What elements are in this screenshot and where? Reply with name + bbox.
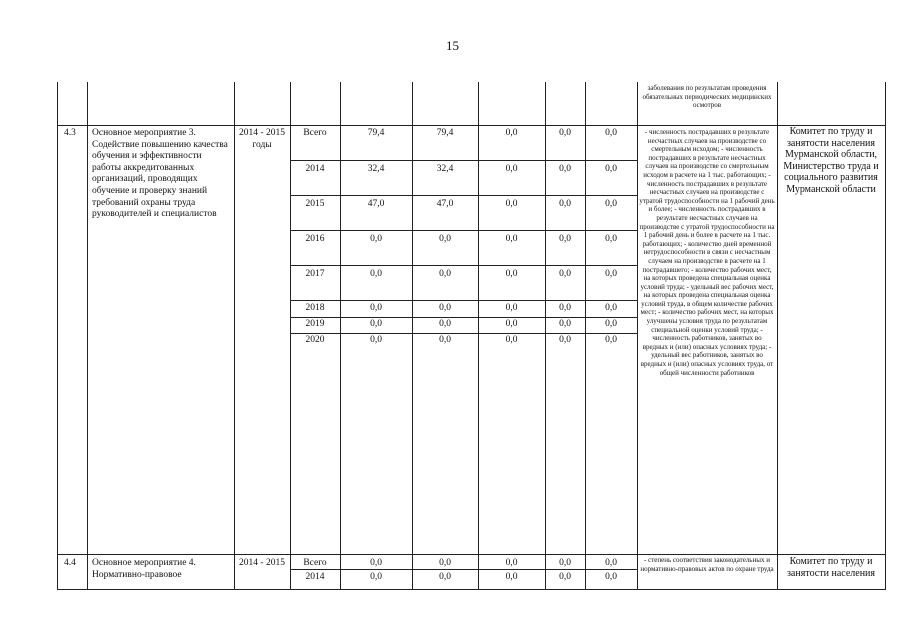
value-cell: 0,0 bbox=[505, 164, 518, 174]
value-cell: 0,0 bbox=[559, 558, 571, 568]
value-cell: 0,0 bbox=[559, 303, 571, 313]
value-cell: 0,0 bbox=[605, 234, 617, 244]
value-cell: 0,0 bbox=[505, 199, 518, 209]
value-cell: 0,0 bbox=[370, 303, 382, 313]
value-cell: 0,0 bbox=[505, 269, 518, 279]
value-cell: 79,4 bbox=[367, 128, 385, 138]
indicators: - степень соответствия законодательных и нормативно-правовых актов по охране труда bbox=[640, 556, 774, 573]
value-cell: 0,0 bbox=[439, 303, 451, 313]
value-cell: 0,0 bbox=[505, 335, 518, 345]
value-cell: 0,0 bbox=[559, 199, 571, 209]
period: 2014 - 2015 bbox=[239, 558, 285, 568]
value-cell: 0,0 bbox=[559, 335, 571, 345]
year-cell: 2014 bbox=[305, 572, 325, 582]
page-number: 15 bbox=[446, 38, 459, 53]
value-cell: 0,0 bbox=[439, 319, 451, 329]
value-cell: 0,0 bbox=[370, 558, 382, 568]
year-cell: 2014 bbox=[305, 164, 325, 174]
period: 2014 - 2015 годы bbox=[239, 128, 285, 150]
activity-name: Основное мероприятие 4. Нормативно-правовое bbox=[92, 558, 196, 580]
executor: Комитет по труду и занятости населения bbox=[786, 556, 875, 579]
value-cell: 0,0 bbox=[370, 234, 382, 244]
value-cell: 0,0 bbox=[505, 572, 518, 582]
value-cell: 0,0 bbox=[439, 234, 451, 244]
year-cell: 2020 bbox=[305, 335, 325, 345]
value-cell: 0,0 bbox=[605, 164, 617, 174]
value-cell: 0,0 bbox=[505, 558, 518, 568]
year-cell: Всего bbox=[303, 558, 327, 568]
value-cell: 79,4 bbox=[436, 128, 454, 138]
executor: Комитет по труду и занятости населения Мурманской области, Министерство труда и социального развития Мурманской области bbox=[783, 126, 879, 195]
year-cell: 2018 bbox=[305, 303, 325, 313]
value-cell: 0,0 bbox=[559, 319, 571, 329]
value-cell: 0,0 bbox=[439, 558, 451, 568]
value-cell: 0,0 bbox=[559, 234, 571, 244]
value-cell: 0,0 bbox=[605, 269, 617, 279]
value-cell: 0,0 bbox=[370, 319, 382, 329]
value-cell: 0,0 bbox=[605, 303, 617, 313]
year-cell: 2017 bbox=[305, 269, 325, 279]
value-cell: 0,0 bbox=[370, 572, 382, 582]
value-cell: 0,0 bbox=[505, 319, 518, 329]
year-cell: 2019 bbox=[305, 319, 325, 329]
value-cell: 0,0 bbox=[505, 234, 518, 244]
indicators: - численность пострадавших в результате несчастных случаев на производстве со смертельным исходом; - численность пострадавших в результате несчастных случаев на производстве со смертельным исходом в расчете на 1 тыс. работающих; - численность пострадавших в результате несчастных случаев на производстве с утратой трудоспособности на 1 рабочий день и более; - численность пострадавших в результате несчастных случаев на производстве с утратой трудоспособности на 1 рабочий день и более в расчете на 1 тыс. работающих; - количество дней временной нетрудоспособности в связи с несчастным случаем на производстве в расчете на 1 пострадавшего; - количество рабочих мест, на которых проведена специальная оценка условий труда; - удельный вес рабочих мест, на которых проведена специальная оценка условий труда, в общем количестве рабочих мест; - количество рабочих мест, на которых улучшены условия труда по результатам специальной оценки условий труда; - численность работников, занятых во вредных и (или) опасных условиях труда; - удельный вес работников, занятых во вредных и (или) опасных условиях труда, от общей численности работников bbox=[639, 128, 775, 377]
value-cell: 47,0 bbox=[367, 199, 385, 209]
value-cell: 0,0 bbox=[370, 269, 382, 279]
value-cell: 0,0 bbox=[605, 558, 617, 568]
value-cell: 0,0 bbox=[439, 335, 451, 345]
value-cell: 0,0 bbox=[605, 319, 617, 329]
row-number: 4.4 bbox=[64, 558, 76, 568]
year-cell: 2016 bbox=[305, 234, 325, 244]
value-cell: 0,0 bbox=[559, 164, 571, 174]
value-cell: 0,0 bbox=[439, 269, 451, 279]
value-cell: 32,4 bbox=[436, 164, 454, 174]
activity-name: Основное мероприятие 3. Содействие повышению качества обучения и эффективности работы аккредитованных организаций, проводящих обучение и проверку знаний требований охраны труда руководителей и специалистов bbox=[92, 128, 228, 220]
value-cell: 0,0 bbox=[605, 128, 617, 138]
value-cell: 0,0 bbox=[505, 303, 518, 313]
value-cell: 47,0 bbox=[436, 199, 454, 209]
value-cell: 0,0 bbox=[439, 572, 451, 582]
value-cell: 0,0 bbox=[505, 128, 518, 138]
value-cell: 0,0 bbox=[605, 572, 617, 582]
value-cell: 0,0 bbox=[559, 128, 571, 138]
value-cell: 0,0 bbox=[605, 199, 617, 209]
year-cell: 2015 bbox=[305, 199, 325, 209]
value-cell: 32,4 bbox=[367, 164, 385, 174]
value-cell: 0,0 bbox=[370, 335, 382, 345]
value-cell: 0,0 bbox=[559, 572, 571, 582]
year-cell: Всего bbox=[303, 128, 327, 138]
previous-indicators-tail: заболевания по результатам проведения обязательных периодических медицинских осмотров bbox=[642, 84, 772, 110]
row-number: 4.3 bbox=[64, 128, 76, 138]
value-cell: 0,0 bbox=[559, 269, 571, 279]
value-cell: 0,0 bbox=[605, 335, 617, 345]
